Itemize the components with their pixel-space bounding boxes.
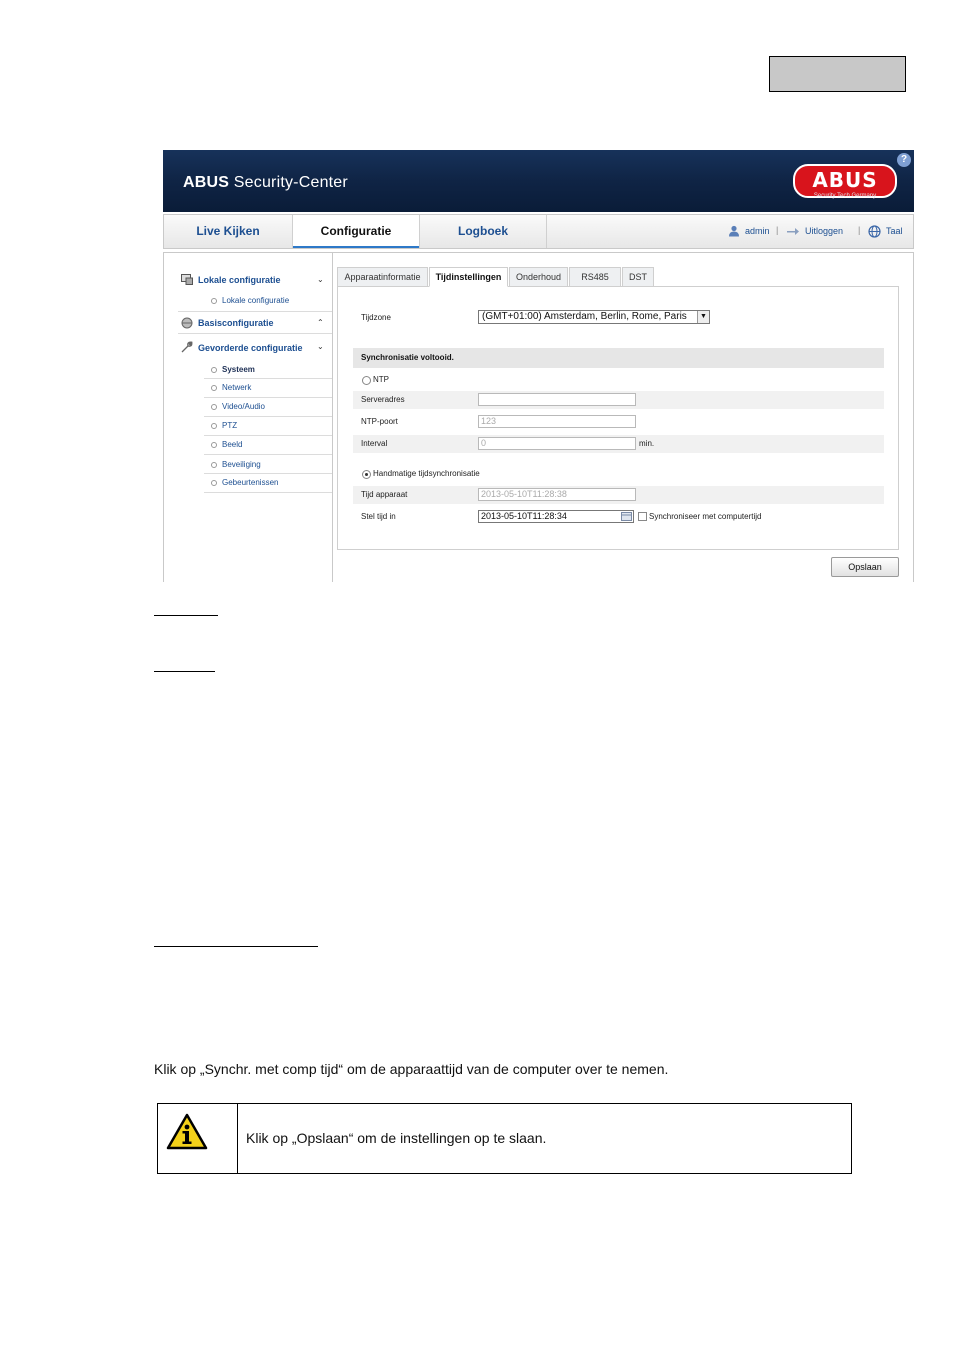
tab-tijdinstellingen[interactable]: Tijdinstellingen — [429, 267, 508, 287]
sidebar-divider-line — [204, 397, 332, 398]
nav-pipe: | — [858, 225, 861, 235]
sidebar-item-beveiliging[interactable]: Beveiliging — [222, 460, 261, 469]
server-input[interactable] — [478, 393, 636, 406]
sidebar-item-netwerk[interactable]: Netwerk — [222, 383, 252, 392]
chevron-down-icon[interactable]: ⌄ — [317, 342, 324, 351]
heading-underline — [154, 615, 218, 616]
sidebar-item-local-config[interactable]: Lokale configuratie — [222, 296, 290, 305]
sidebar-divider-line — [178, 311, 332, 312]
manual-sync-label: Handmatige tijdsynchronisatie — [373, 469, 480, 478]
warning-info-icon — [166, 1113, 208, 1150]
header-box — [769, 56, 906, 92]
logo-subtitle: Security Tech Germany — [813, 193, 877, 199]
time-settings-panel — [337, 286, 899, 550]
sidebar-basic-config[interactable]: Basisconfiguratie — [198, 318, 274, 328]
app-window — [163, 150, 914, 581]
tab-rs485[interactable]: RS485 — [569, 267, 621, 287]
wrench-icon — [181, 341, 193, 353]
bullet-icon — [211, 298, 217, 304]
bullet-icon — [211, 423, 217, 429]
bullet-icon — [211, 367, 217, 373]
note-divider — [237, 1104, 238, 1173]
monitor-icon — [181, 274, 193, 285]
sidebar-divider-line — [204, 378, 332, 379]
dropdown-arrow-icon[interactable]: ▼ — [697, 311, 709, 323]
abus-logo: ABUS — [793, 164, 897, 198]
sidebar-item-beeld[interactable]: Beeld — [222, 440, 243, 449]
logout-icon — [786, 226, 800, 236]
heading-underline — [154, 946, 318, 947]
ntp-port-label: NTP-poort — [361, 417, 398, 426]
sidebar-advanced-config[interactable]: Gevorderde configuratie — [198, 343, 303, 353]
sidebar-local-config[interactable]: Lokale configuratie — [198, 275, 281, 285]
sync-instruction: Klik op „Synchr. met comp tijd“ om de apparaattijd van de computer over te nemen. — [154, 1061, 669, 1077]
save-button[interactable]: Opslaan — [831, 557, 899, 577]
bullet-icon — [211, 404, 217, 410]
sidebar-divider-line — [204, 416, 332, 417]
sidebar-divider-line — [204, 473, 332, 474]
sidebar-item-ptz[interactable]: PTZ — [222, 421, 238, 430]
bullet-icon — [211, 462, 217, 468]
heading-underline — [154, 671, 215, 672]
timezone-value: (GMT+01:00) Amsterdam, Berlin, Rome, Paris — [482, 311, 687, 322]
user-icon — [728, 225, 740, 237]
sidebar-item-video-audio[interactable]: Video/Audio — [222, 402, 265, 411]
bullet-icon — [211, 442, 217, 448]
set-time-input[interactable] — [478, 510, 634, 523]
manual-sync-radio[interactable] — [362, 470, 371, 479]
nav-divider — [546, 215, 547, 248]
timezone-label: Tijdzone — [361, 313, 391, 322]
bullet-icon — [211, 385, 217, 391]
tab-apparaatinformatie[interactable]: Apparaatinformatie — [337, 267, 428, 287]
sync-pc-label: Synchroniseer met computertijd — [649, 512, 762, 521]
ntp-label: NTP — [373, 375, 389, 384]
sidebar-divider-line — [178, 333, 332, 334]
calendar-icon[interactable] — [621, 512, 632, 521]
chevron-up-icon[interactable]: ⌃ — [317, 318, 324, 327]
app-title: ABUS Security-Center — [183, 174, 348, 191]
sync-status: Synchronisatie voltooid. — [353, 348, 884, 368]
content-area — [163, 252, 914, 582]
tab-logboek[interactable]: Logboek — [458, 224, 508, 238]
user-name[interactable]: admin — [745, 226, 770, 236]
chevron-down-icon[interactable]: ⌄ — [317, 275, 324, 284]
interval-unit: min. — [639, 439, 655, 448]
tab-dst[interactable]: DST — [622, 267, 654, 287]
sidebar-divider-line — [204, 435, 332, 436]
sidebar-item-gebeurtenissen[interactable]: Gebeurtenissen — [222, 478, 279, 487]
interval-label: Interval — [361, 439, 388, 448]
nav-pipe: | — [776, 225, 779, 235]
main-nav — [163, 214, 914, 249]
ntp-port-input[interactable]: 123 — [478, 415, 636, 428]
sidebar-divider-line — [204, 492, 332, 493]
help-icon[interactable]: ? — [897, 153, 911, 167]
interval-input[interactable]: 0 — [478, 437, 636, 450]
sidebar-item-systeem[interactable]: Systeem — [222, 365, 255, 374]
device-time-label: Tijd apparaat — [361, 490, 408, 499]
server-label: Serveradres — [361, 395, 405, 404]
sidebar-divider-line — [204, 454, 332, 455]
timezone-select[interactable] — [478, 310, 710, 324]
sidebar-divider — [332, 253, 333, 582]
note-box — [157, 1103, 852, 1174]
tab-configuratie[interactable]: Configuratie — [293, 215, 419, 248]
set-time-label: Stel tijd in — [361, 512, 396, 521]
logout-link[interactable]: Uitloggen — [805, 226, 844, 236]
set-time-value: 2013-05-10T11:28:34 — [481, 511, 567, 521]
globe-icon — [868, 225, 881, 238]
ntp-radio[interactable] — [362, 376, 371, 385]
bullet-icon — [211, 480, 217, 486]
globe-config-icon — [181, 317, 193, 329]
banner — [163, 150, 914, 212]
tab-onderhoud[interactable]: Onderhoud — [509, 267, 568, 287]
sync-pc-checkbox[interactable] — [638, 512, 647, 521]
device-time-input: 2013-05-10T11:28:38 — [478, 488, 636, 501]
language-link[interactable]: Taal — [886, 226, 903, 236]
tab-live-kijken[interactable]: Live Kijken — [196, 224, 260, 238]
note-text: Klik op „Opslaan“ om de instellingen op te slaan. — [246, 1130, 547, 1146]
